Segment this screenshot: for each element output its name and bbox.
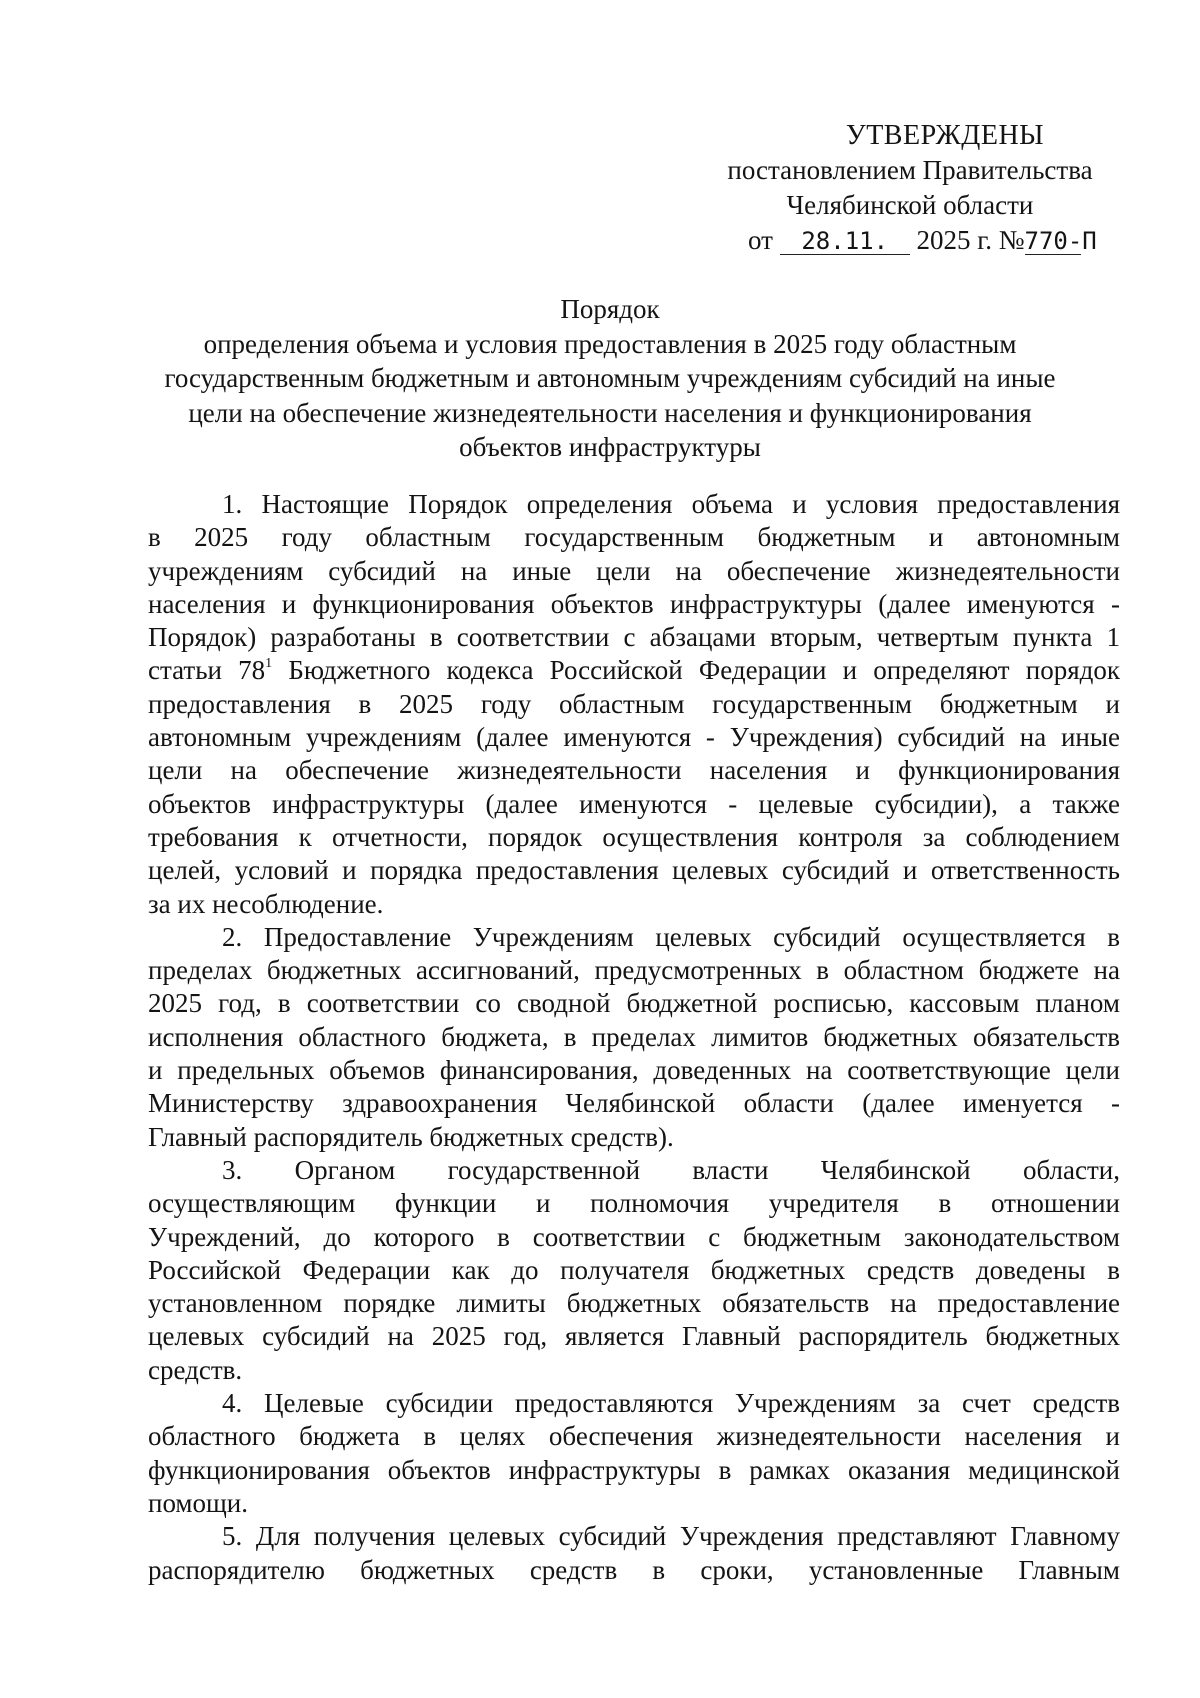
paragraph-2-line: исполнения областного бюджета, в пределах лимитов бюджетных обязательств xyxy=(148,1021,1120,1052)
paragraph-1-line: в 2025 году областным государственным бюджетным и автономным xyxy=(148,522,1120,553)
paragraph-2-line: 2025 год, в соответствии со сводной бюджетной росписью, кассовым планом xyxy=(148,988,1120,1019)
paragraph-1-line: учреждениям субсидий на иные цели на обеспечение жизнедеятельности xyxy=(148,555,1120,586)
paragraph-1-line: населения и функционирования объектов инфраструктуры (далее именуются - xyxy=(148,588,1120,619)
paragraph-4-line: областного бюджета в целях обеспечения жизнедеятельности населения и xyxy=(148,1421,1120,1452)
paragraph-2-line: Министерству здравоохранения Челябинской области (далее именуется - xyxy=(148,1088,1120,1119)
paragraph-3-line: Учреждений, до которого в соответствии с бюджетным законодательством xyxy=(148,1221,1120,1252)
paragraph-1-line: 1. Настоящие Порядок определения объема и условия предоставления xyxy=(222,489,1120,519)
year-text: 2025 г. № xyxy=(916,225,1025,255)
paragraph-3-line: установленном порядке лимиты бюджетных обязательств на предоставление xyxy=(148,1288,1120,1319)
paragraph-3-line: 3. Органом государственной власти Челябинской области, xyxy=(222,1154,1120,1185)
paragraph-4-line: 4. Целевые субсидии предоставляются Учреждениям за счет средств xyxy=(222,1388,1120,1419)
paragraph-1-line: объектов инфраструктуры (далее именуются - целевые субсидии), а также xyxy=(148,788,1120,819)
paragraph-2-line: пределах бюджетных ассигнований, предусмотренных в областном бюджете на xyxy=(148,955,1120,986)
paragraph-1-line: цели на обеспечение жизнедеятельности населения и функционирования xyxy=(148,755,1120,786)
heading-line: объектов инфраструктуры xyxy=(459,432,761,462)
paragraph-1-line-article xyxy=(148,654,1120,687)
handwritten-number: 770-П xyxy=(1024,227,1097,255)
date-prefix: от xyxy=(748,225,773,255)
handwritten-date: 28.11. xyxy=(780,228,910,255)
paragraph-3-line: средств. xyxy=(148,1354,243,1385)
approval-line-1: постановлением Правительства xyxy=(727,155,1093,185)
article-ref: статьи 78 xyxy=(148,655,266,686)
paragraph-3-line: целевых субсидий на 2025 год, является Главный распорядитель бюджетных xyxy=(148,1321,1120,1352)
paragraph-3-line: Российской Федерации как до получателя бюджетных средств доведены в xyxy=(148,1254,1120,1285)
approval-date-line xyxy=(748,223,1130,258)
paragraph-1-line: предоставления в 2025 году областным государственным бюджетным и xyxy=(148,688,1120,719)
approval-title: УТВЕРЖДЕНЫ xyxy=(845,120,1045,151)
heading-line: цели на обеспечение жизнедеятельности населения и функционирования xyxy=(188,397,1032,428)
document-body xyxy=(148,488,1120,1587)
heading-title: Порядок xyxy=(560,294,660,324)
heading-line: определения объема и условия предоставления в 2025 году областным xyxy=(203,328,1017,359)
article-superscript: 1 xyxy=(265,656,273,672)
paragraph-1-line: требования к отчетности, порядок осуществления контроля за соблюдением xyxy=(148,821,1120,852)
paragraph-1-line: Порядок) разработаны в соответствии с абзацами вторым, четвертым пункта 1 xyxy=(148,622,1120,653)
approval-line-2: Челябинской области xyxy=(786,190,1034,220)
paragraph-5-line: 5. Для получения целевых субсидий Учреждения представляют Главному xyxy=(222,1521,1120,1552)
paragraph-4-line: функционирования объектов инфраструктуры в рамках оказания медицинской xyxy=(148,1454,1120,1485)
heading-line: государственным бюджетным и автономным учреждениям субсидий на иные xyxy=(164,363,1056,393)
paragraph-2-line: Главный распорядитель бюджетных средств). xyxy=(148,1121,674,1152)
paragraph-4-line: помощи. xyxy=(148,1487,249,1518)
paragraph-2-line: и предельных объемов финансирования, доведенных на соответствующие цели xyxy=(148,1055,1120,1086)
document-heading xyxy=(140,292,1080,465)
approval-block xyxy=(690,118,1130,258)
paragraph-2-line: 2. Предоставление Учреждениям целевых субсидий осуществляется в xyxy=(222,921,1120,952)
article-rest: Бюджетного кодекса Российской Федерации и определяют порядок xyxy=(272,655,1120,686)
paragraph-1-line: целей, условий и порядка предоставления целевых субсидий и ответственность xyxy=(148,855,1120,886)
paragraph-1-line: за их несоблюдение. xyxy=(148,888,384,919)
paragraph-5-line: распорядителю бюджетных средств в сроки, установленные Главным xyxy=(148,1554,1120,1585)
paragraph-3-line: осуществляющим функции и полномочия учредителя в отношении xyxy=(148,1188,1120,1219)
paragraph-1-line: автономным учреждениям (далее именуются - Учреждения) субсидий на иные xyxy=(148,722,1120,753)
